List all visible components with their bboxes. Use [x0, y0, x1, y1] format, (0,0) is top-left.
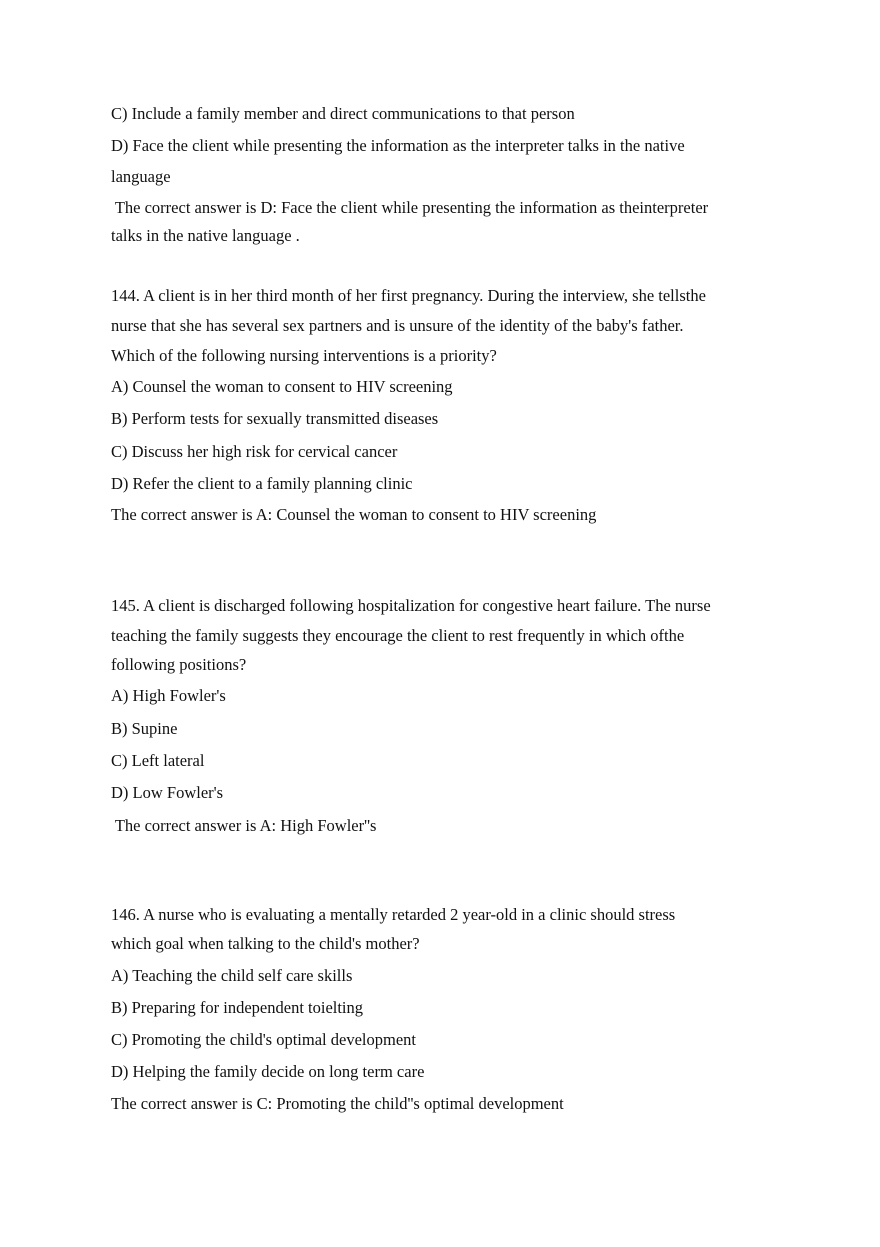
q145-option-a: A) High Fowler's [111, 686, 226, 705]
q143-answer-line2: talks in the native language . [111, 226, 300, 245]
q145-option-d: D) Low Fowler's [111, 783, 224, 802]
q146-option-c: C) Promoting the child's optimal development [111, 1030, 416, 1049]
q144-option-a: A) Counsel the woman to consent to HIV screening [111, 377, 453, 396]
q144-question-line3: Which of the following nursing interventions is a priority? [111, 346, 497, 365]
q145-question-line3: following positions? [111, 655, 247, 674]
q146-question-line2: which goal when talking to the child's mother? [111, 934, 420, 953]
q145-answer: The correct answer is A: High Fowler''s [111, 816, 377, 835]
q145-question-line2: teaching the family suggests they encourage the client to rest frequently in which ofthe [111, 626, 685, 645]
q146-question-line1: 146. A nurse who is evaluating a mentally retarded 2 year-old in a clinic should stress [111, 905, 676, 924]
q144-option-d: D) Refer the client to a family planning clinic [111, 474, 413, 493]
q145-option-c: C) Left lateral [111, 751, 205, 770]
q144-question-line2: nurse that she has several sex partners and is unsure of the identity of the baby's father. [111, 316, 684, 335]
q146-option-b: B) Preparing for independent toielting [111, 998, 364, 1017]
q143-option-c: C) Include a family member and direct communications to that person [111, 104, 575, 123]
q144-question-line1: 144. A client is in her third month of her first pregnancy. During the interview, she tellsthe [111, 286, 706, 305]
q144-option-b: B) Perform tests for sexually transmitted diseases [111, 409, 439, 428]
q145-question-line1: 145. A client is discharged following hospitalization for congestive heart failure. The nurse [111, 596, 711, 615]
q145-option-b: B) Supine [111, 719, 178, 738]
q144-answer: The correct answer is A: Counsel the woman to consent to HIV screening [111, 505, 597, 524]
q143-option-d-line2: language [111, 167, 171, 186]
q146-answer: The correct answer is C: Promoting the child''s optimal development [111, 1094, 564, 1113]
q146-option-a: A) Teaching the child self care skills [111, 966, 353, 985]
q143-answer-line1: The correct answer is D: Face the client while presenting the information as theinterpreter [111, 198, 709, 217]
q146-option-d: D) Helping the family decide on long term care [111, 1062, 425, 1081]
q143-option-d-line1: D) Face the client while presenting the information as the interpreter talks in the native [111, 136, 685, 155]
q144-option-c: C) Discuss her high risk for cervical cancer [111, 442, 398, 461]
